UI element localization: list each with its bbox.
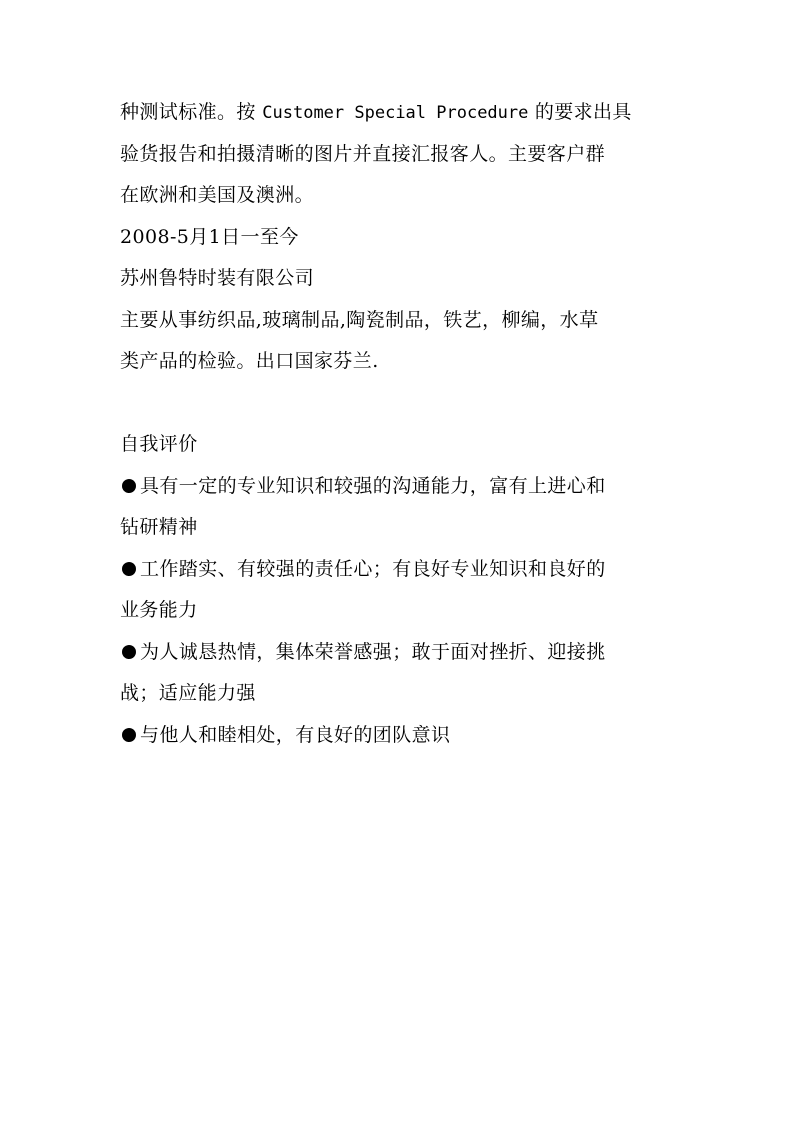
evaluation-item-text: 为人诚恳热情，集体荣誉感强；敢于面对挫折、迎接挑 (140, 640, 606, 663)
company-name: 苏州鲁特时装有限公司 (120, 267, 315, 289)
evaluation-item-1-continuation: 钻研精神 (120, 516, 198, 538)
evaluation-item-4 (120, 715, 676, 757)
job-period: 2008-5月1日一至今 (120, 225, 299, 248)
resume-content (120, 92, 676, 756)
self-evaluation-heading: 自我评价 (120, 433, 198, 455)
previous-job-description-text: 种测试标准。按 (120, 101, 256, 123)
evaluation-item-2-continuation: 业务能力 (120, 599, 198, 621)
bullet-icon (122, 645, 136, 659)
bullet-icon (122, 728, 136, 742)
previous-job-description-text: 的要求出具 (534, 101, 632, 123)
evaluation-item-text: 具有一定的专业知识和较强的沟通能力，富有上进心和 (140, 474, 606, 497)
bullet-icon (122, 562, 136, 576)
evaluation-item-3-continuation: 战；适应能力强 (120, 682, 256, 704)
previous-job-description-line-3: 在欧洲和美国及澳洲。 (120, 184, 315, 206)
evaluation-item-1 (120, 466, 676, 508)
previous-job-description-line-1 (120, 92, 676, 134)
previous-job-description-line-2: 验货报告和拍摄清晰的图片并直接汇报客人。主要客户群 (120, 142, 606, 165)
job-description-line-1: 主要从事纺织品,玻璃制品,陶瓷制品，铁艺，柳编，水草 (120, 308, 599, 331)
evaluation-item-text: 与他人和睦相处，有良好的团队意识 (140, 723, 451, 746)
evaluation-item-2 (120, 549, 676, 591)
section-spacer (120, 383, 676, 425)
evaluation-item-3 (120, 632, 676, 674)
job-description-line-2: 类产品的检验。出口国家芬兰. (120, 350, 379, 372)
bullet-icon (122, 479, 136, 493)
evaluation-item-text: 工作踏实、有较强的责任心；有良好专业知识和良好的 (140, 557, 606, 580)
procedure-name: Customer Special Procedure (262, 103, 529, 123)
